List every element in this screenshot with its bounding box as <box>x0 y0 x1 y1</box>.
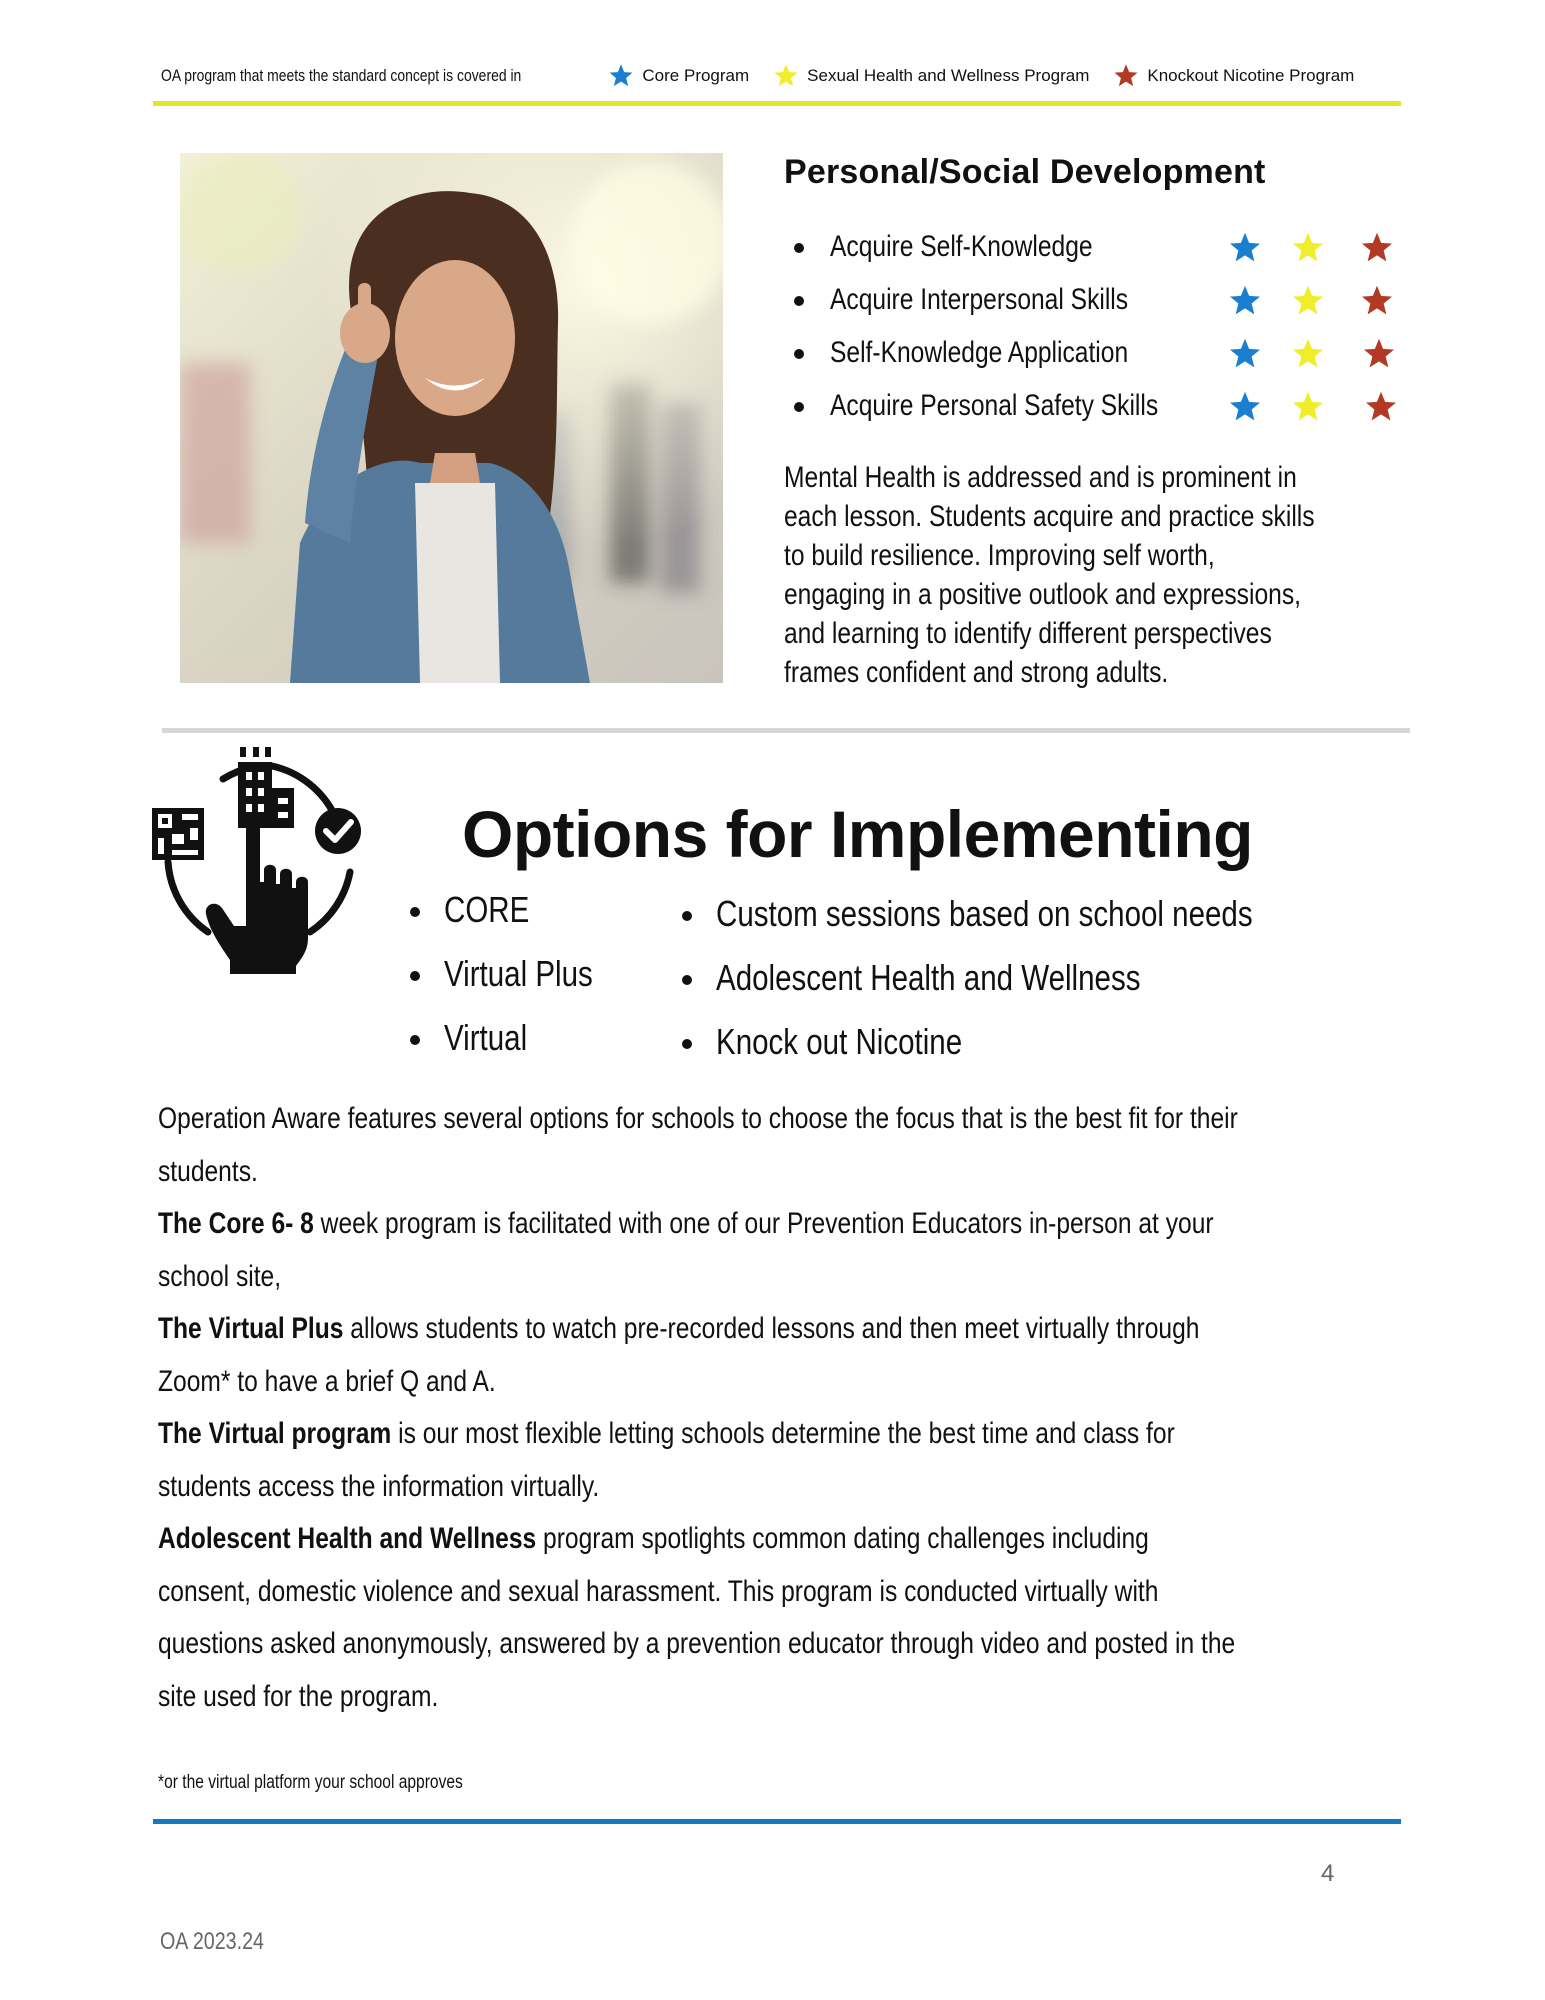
paragraph-line <box>158 1513 1175 1566</box>
paragraph-line: school site, <box>158 1259 282 1293</box>
personal-social-title: Personal/Social Development <box>784 153 1266 191</box>
core-heading: The Core 6- 8 <box>158 1207 314 1240</box>
blue-star-icon <box>1228 284 1262 318</box>
paragraph-line <box>158 1303 1200 1356</box>
red-star-icon <box>1360 284 1394 318</box>
paragraph-line: students. <box>158 1154 258 1188</box>
blue-star-icon <box>1228 390 1262 424</box>
yellow-star-icon <box>1291 337 1325 371</box>
bullet-icon <box>682 911 692 921</box>
adolescent-health-heading: Adolescent Health and Wellness <box>158 1522 537 1555</box>
program-legend <box>161 62 1370 90</box>
list-item <box>680 891 1380 955</box>
option-label: Virtual Plus <box>444 953 593 994</box>
skill-label: Acquire Personal Safety Skills <box>830 389 1159 422</box>
program-stars <box>1228 331 1400 375</box>
bullet-icon <box>682 975 692 985</box>
paragraph-line <box>158 1408 1175 1461</box>
options-title: Options for Implementing <box>462 797 1253 871</box>
list-item <box>408 951 658 1015</box>
program-stars <box>1228 278 1400 322</box>
option-label: Virtual <box>444 1017 528 1058</box>
virtual-plus-heading: The Virtual Plus <box>158 1312 344 1345</box>
paragraph-line: frames confident and strong adults. <box>784 656 1169 689</box>
page-number: 4 <box>1321 1860 1335 1887</box>
paragraph-line: Zoom* to have a brief Q and A. <box>158 1364 496 1398</box>
red-star-icon <box>1362 337 1396 371</box>
bullet-icon <box>410 1035 420 1045</box>
mental-health-paragraph <box>784 458 1404 692</box>
option-label: Custom sessions based on school needs <box>716 893 1253 934</box>
paragraph-line: to build resilience. Improving self worth, <box>784 539 1215 572</box>
red-star-icon <box>1360 231 1394 265</box>
paragraph-line: and learning to identify different perspectives <box>784 617 1272 650</box>
core-text: week program is facilitated with one of our Prevention Educators in-person at your <box>313 1207 1214 1240</box>
footer-code: OA 2023.24 <box>160 1928 264 1955</box>
virtual-heading: The Virtual program <box>158 1417 392 1450</box>
virtual-plus-text: allows students to watch pre-recorded lessons and then meet virtually through <box>343 1312 1200 1345</box>
paragraph-line: Operation Aware features several options for schools to choose the focus that is the best fit for their <box>158 1102 1238 1135</box>
list-item <box>408 1015 658 1079</box>
paragraph-line: students access the information virtually. <box>158 1469 600 1503</box>
personal-social-list <box>790 225 1410 437</box>
list-item <box>680 955 1380 1019</box>
paragraph-line: questions asked anonymously, answered by a prevention educator through video and posted in the <box>158 1627 1236 1660</box>
yellow-star-icon <box>1291 390 1325 424</box>
bullet-icon <box>794 349 804 359</box>
list-item <box>790 225 1410 278</box>
paragraph-line: engaging in a positive outlook and expressions, <box>784 578 1301 611</box>
legend-core-label: Core Program <box>642 66 750 85</box>
option-label: CORE <box>444 889 530 930</box>
options-description <box>158 1093 1398 1723</box>
paragraph-line: consent, domestic violence and sexual harassment. This program is conducted virtually with <box>158 1574 1159 1608</box>
yellow-star-icon <box>1291 284 1325 318</box>
red-star-icon <box>1113 63 1139 89</box>
yellow-star-icon <box>1291 231 1325 265</box>
red-star-icon <box>1364 390 1398 424</box>
program-stars <box>1228 225 1400 269</box>
footer-divider <box>153 1819 1401 1824</box>
footnote: *or the virtual platform your school approves <box>158 1772 463 1793</box>
list-item <box>790 278 1410 331</box>
skill-label: Self-Knowledge Application <box>830 336 1129 369</box>
skill-label: Acquire Self-Knowledge <box>830 230 1093 263</box>
options-right-list <box>680 891 1380 1083</box>
paragraph-line: site used for the program. <box>158 1679 439 1713</box>
blue-star-icon <box>1228 231 1262 265</box>
touch-select-icon <box>150 742 372 976</box>
blue-star-icon <box>608 63 634 89</box>
options-left-list <box>408 887 658 1079</box>
list-item <box>790 384 1410 437</box>
student-photo <box>180 153 723 683</box>
option-label: Knock out Nicotine <box>716 1021 963 1062</box>
option-label: Adolescent Health and Wellness <box>716 957 1141 998</box>
paragraph-line <box>158 1198 1214 1251</box>
bullet-icon <box>410 971 420 981</box>
bullet-icon <box>682 1039 692 1049</box>
skill-label: Acquire Interpersonal Skills <box>830 283 1129 316</box>
bullet-icon <box>794 243 804 253</box>
bullet-icon <box>410 907 420 917</box>
list-item <box>680 1019 1380 1083</box>
bullet-icon <box>794 296 804 306</box>
paragraph-line: each lesson. Students acquire and practice skills <box>784 500 1315 533</box>
legend-intro: OA program that meets the standard concept is covered in <box>161 66 522 85</box>
bullet-icon <box>794 402 804 412</box>
section-divider <box>162 728 1410 733</box>
adolescent-health-text: program spotlights common dating challenges including <box>536 1522 1149 1555</box>
yellow-star-icon <box>773 63 799 89</box>
virtual-text: is our most flexible letting schools determine the best time and class for <box>391 1417 1175 1450</box>
blue-star-icon <box>1228 337 1262 371</box>
header-divider <box>153 101 1401 106</box>
list-item <box>790 331 1410 384</box>
program-stars <box>1228 384 1400 428</box>
legend-knockout-label: Knockout Nicotine Program <box>1147 66 1355 85</box>
paragraph-line: Mental Health is addressed and is prominent in <box>784 461 1297 494</box>
list-item <box>408 887 658 951</box>
legend-sexual-health-label: Sexual Health and Wellness Program <box>807 66 1090 85</box>
